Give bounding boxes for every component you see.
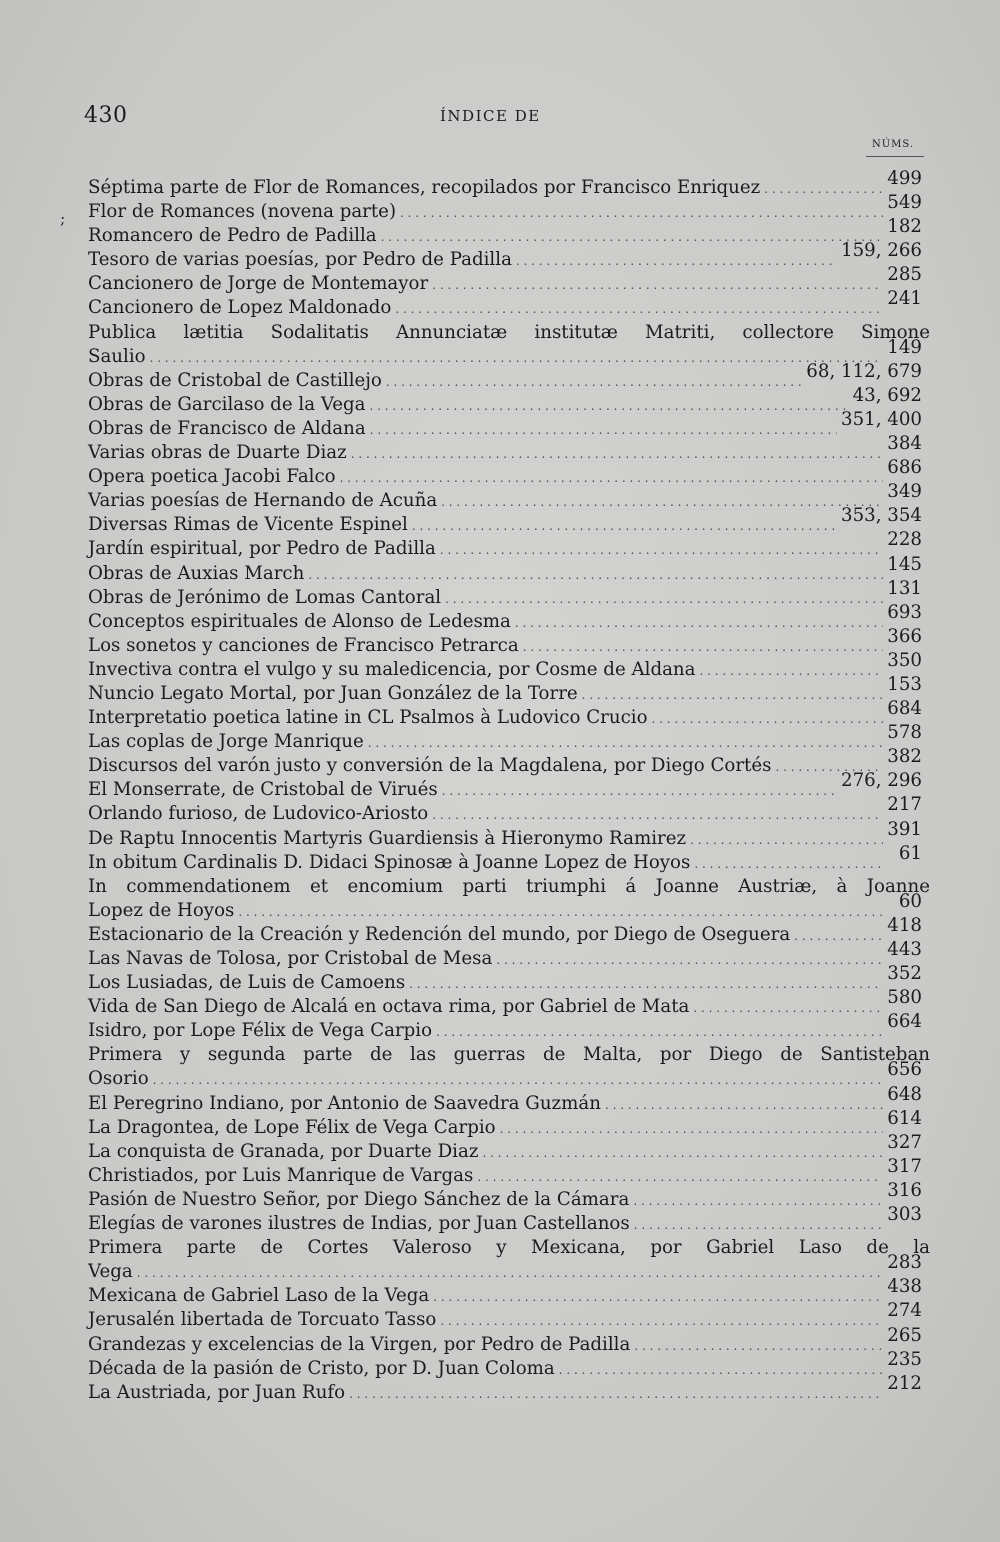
entry-number: 686 bbox=[887, 457, 922, 479]
dot-leader bbox=[764, 177, 883, 201]
entry-number: 349 bbox=[887, 481, 922, 503]
entry-title: Jardín espiritual, por Pedro de Padilla bbox=[88, 538, 436, 560]
entry-number: 265 bbox=[887, 1324, 922, 1346]
entry-title: Obras de Cristobal de Castillejo bbox=[88, 369, 382, 391]
entry-title: Los sonetos y canciones de Francisco Petrarca bbox=[88, 634, 519, 656]
index-entry bbox=[88, 818, 930, 851]
dot-leader bbox=[150, 346, 884, 370]
entry-title: Varias poesías de Hernando de Acuña bbox=[88, 490, 438, 512]
entry-title: Osorio bbox=[88, 1068, 149, 1090]
entry-title: Interpretatio poetica latine in CL Psalmos à Ludovico Crucio bbox=[88, 707, 648, 729]
entry-number: 350 bbox=[887, 649, 922, 671]
dot-leader bbox=[515, 611, 883, 635]
dot-leader bbox=[433, 1285, 883, 1309]
entry-title: Vega bbox=[88, 1261, 133, 1283]
dot-leader bbox=[440, 538, 883, 562]
entry-number: 648 bbox=[887, 1083, 922, 1105]
dot-leader bbox=[395, 297, 883, 321]
entry-title: Tesoro de varias poesías, por Pedro de Padilla bbox=[88, 249, 512, 271]
numbers-column-label: NÚMS. bbox=[872, 139, 915, 150]
dot-leader bbox=[477, 1165, 883, 1189]
index-entry bbox=[88, 1236, 930, 1260]
index-entry bbox=[88, 433, 930, 465]
dot-leader bbox=[634, 1213, 884, 1237]
dot-leader bbox=[436, 1020, 883, 1044]
entry-number: 443 bbox=[887, 939, 922, 960]
dot-leader bbox=[605, 1093, 883, 1117]
index-entry bbox=[88, 481, 930, 513]
page-number: 430 bbox=[84, 103, 128, 128]
index-entry bbox=[88, 1204, 930, 1236]
entry-title: El Monserrate, de Cristobal de Virués bbox=[88, 779, 438, 801]
dot-leader bbox=[432, 803, 883, 827]
entry-title: Los Lusiadas, de Luis de Camoens bbox=[88, 972, 406, 994]
entry-title: Pasión de Nuestro Señor, por Diego Sánchez de la Cámara bbox=[88, 1188, 630, 1210]
dot-leader bbox=[482, 1141, 883, 1165]
entry-title: Obras de Jerónimo de Lomas Cantoral bbox=[88, 586, 442, 608]
entry-number: 182 bbox=[887, 216, 922, 238]
index-entry bbox=[88, 384, 930, 417]
index-entry bbox=[88, 321, 930, 345]
dot-leader bbox=[238, 900, 884, 924]
dot-leader bbox=[412, 514, 837, 538]
entry-number: 274 bbox=[887, 1300, 922, 1322]
entry-number: 366 bbox=[887, 625, 922, 647]
dot-leader bbox=[445, 587, 883, 611]
entry-number: 145 bbox=[887, 553, 922, 575]
entry-number: 317 bbox=[887, 1155, 922, 1177]
dot-leader bbox=[500, 1117, 884, 1141]
dot-leader bbox=[582, 683, 884, 707]
entry-title: Isidro, por Lope Félix de Vega Carpio bbox=[88, 1020, 433, 1042]
entry-title: Saulio bbox=[88, 345, 146, 367]
dot-leader bbox=[516, 249, 837, 273]
index-entry bbox=[88, 722, 930, 754]
index-entry bbox=[88, 216, 930, 248]
index-entry bbox=[88, 1324, 930, 1357]
dot-leader bbox=[409, 972, 883, 996]
dot-leader bbox=[137, 1261, 884, 1285]
index-entry bbox=[88, 649, 930, 682]
entry-number: 549 bbox=[887, 192, 922, 214]
running-head: ÍNDICE DE bbox=[440, 107, 541, 125]
entry-title: Romancero de Pedro de Padilla bbox=[88, 225, 377, 247]
index-entry bbox=[88, 794, 930, 826]
index-entry bbox=[88, 336, 930, 369]
entry-title: Christiados, por Luis Manrique de Vargas bbox=[88, 1164, 474, 1186]
entry-title: Primera y segunda parte de las guerras de Malta, por Diego de Santisteban bbox=[88, 1044, 930, 1066]
entry-number: 693 bbox=[887, 601, 922, 623]
index-entry bbox=[88, 240, 930, 272]
entry-title: Orlando furioso, de Ludovico-Ariosto bbox=[88, 803, 429, 825]
entry-title: Cancionero de Jorge de Montemayor bbox=[88, 273, 429, 295]
entry-number: 149 bbox=[887, 336, 922, 358]
entry-title: Publica lætitia Sodalitatis Annunciatæ institutæ Matriti, collectore Simone bbox=[88, 321, 930, 343]
entry-number: 499 bbox=[887, 168, 922, 189]
entry-number: 384 bbox=[887, 433, 922, 455]
entry-number: 283 bbox=[887, 1252, 922, 1274]
dot-leader bbox=[693, 996, 883, 1020]
index-entry bbox=[88, 1043, 930, 1067]
index-entry bbox=[88, 746, 930, 778]
entry-number: 285 bbox=[887, 264, 922, 286]
index-entry bbox=[88, 1372, 930, 1405]
entry-number: 351, 400 bbox=[841, 408, 922, 430]
entry-title: Obras de Auxias March bbox=[88, 562, 305, 584]
entry-title: Opera poetica Jacobi Falco bbox=[88, 466, 336, 488]
index-entry bbox=[88, 360, 930, 393]
dot-leader bbox=[700, 659, 884, 683]
entry-title: Nuncio Legato Mortal, por Juan González de la Torre bbox=[88, 682, 578, 704]
index-entry bbox=[88, 673, 930, 706]
entry-number: 664 bbox=[887, 1011, 922, 1033]
index-entry bbox=[88, 770, 930, 802]
dot-leader bbox=[633, 1189, 883, 1213]
index-entry bbox=[88, 1083, 930, 1116]
entry-title: Obras de Francisco de Aldana bbox=[88, 417, 366, 439]
entry-number: 327 bbox=[887, 1131, 922, 1153]
entry-number: 382 bbox=[887, 746, 922, 768]
entry-number: 131 bbox=[887, 577, 922, 599]
index-entry bbox=[88, 1252, 930, 1284]
entry-number: 352 bbox=[887, 963, 922, 985]
index-entry bbox=[88, 1107, 930, 1140]
index-entry bbox=[88, 698, 930, 730]
entry-number: 418 bbox=[887, 914, 922, 936]
entry-number: 60 bbox=[898, 890, 922, 912]
entry-number: 153 bbox=[887, 673, 922, 695]
index-entry bbox=[88, 505, 930, 537]
index-entry bbox=[88, 875, 930, 899]
index-entry bbox=[88, 1348, 930, 1381]
index-entry bbox=[88, 1131, 930, 1164]
dot-leader bbox=[432, 273, 883, 297]
entry-title: Elegías de varones ilustres de Indias, por Juan Castellanos bbox=[88, 1213, 630, 1235]
entry-number: 276, 296 bbox=[841, 770, 922, 792]
dot-leader bbox=[340, 466, 884, 490]
index-entry bbox=[88, 987, 930, 1019]
entry-title: Diversas Rimas de Vicente Espinel bbox=[88, 514, 408, 536]
dot-leader bbox=[442, 779, 837, 803]
dot-leader bbox=[634, 1334, 883, 1358]
entry-title: Conceptos espirituales de Alonso de Ledesma bbox=[88, 610, 511, 632]
dot-leader bbox=[523, 635, 884, 659]
dot-leader bbox=[694, 852, 884, 876]
entry-title: Estacionario de la Creación y Redención del mundo, por Diego de Oseguera bbox=[88, 923, 791, 945]
index-entry bbox=[88, 529, 930, 561]
index-entry bbox=[88, 577, 930, 610]
index-entry bbox=[88, 288, 930, 320]
index-entries bbox=[88, 168, 930, 1405]
entry-title: Lopez de Hoyos bbox=[88, 899, 235, 921]
entry-title: La conquista de Granada, por Duarte Diaz bbox=[88, 1140, 479, 1162]
index-entry bbox=[88, 890, 930, 923]
dot-leader bbox=[368, 731, 884, 755]
entry-title: Las coplas de Jorge Manrique bbox=[88, 731, 364, 753]
index-entry bbox=[88, 264, 930, 296]
entry-title: Mexicana de Gabriel Laso de la Vega bbox=[88, 1285, 430, 1307]
entry-number: 61 bbox=[898, 842, 922, 864]
index-entry bbox=[88, 1276, 930, 1308]
dot-leader bbox=[386, 370, 802, 394]
index-entry bbox=[88, 553, 930, 586]
entry-number: 578 bbox=[887, 722, 922, 744]
entry-number: 212 bbox=[887, 1372, 922, 1394]
index-entry bbox=[88, 168, 930, 200]
entry-number: 235 bbox=[887, 1348, 922, 1370]
column-rule bbox=[866, 156, 924, 157]
dot-leader bbox=[370, 394, 849, 418]
entry-number: 68, 112, 679 bbox=[806, 360, 922, 382]
index-entry bbox=[88, 457, 930, 489]
entry-number: 241 bbox=[887, 288, 922, 310]
index-entry bbox=[88, 963, 930, 995]
entry-number: 656 bbox=[887, 1059, 922, 1081]
entry-title: Década de la pasión de Cristo, por D. Juan Coloma bbox=[88, 1357, 555, 1379]
index-entry bbox=[88, 1179, 930, 1212]
index-entry bbox=[88, 1155, 930, 1188]
dot-leader bbox=[349, 1382, 883, 1406]
entry-title: Jerusalén libertada de Torcuato Tasso bbox=[88, 1309, 437, 1331]
entry-title: Varias obras de Duarte Diaz bbox=[88, 442, 347, 464]
entry-title: Grandezas y excelencias de la Virgen, por Pedro de Padilla bbox=[88, 1333, 631, 1355]
index-entry bbox=[88, 601, 930, 634]
entry-title: La Dragontea, de Lope Félix de Vega Carpio bbox=[88, 1116, 496, 1138]
entry-number: 316 bbox=[887, 1179, 922, 1201]
entry-number: 580 bbox=[887, 987, 922, 1009]
entry-number: 391 bbox=[887, 818, 922, 840]
entry-title: In obitum Cardinalis D. Didaci Spinosæ à Joanne Lopez de Hoyos bbox=[88, 851, 691, 873]
dot-leader bbox=[351, 442, 884, 466]
entry-title: Séptima parte de Flor de Romances, recopilados por Francisco Enriquez bbox=[88, 177, 761, 198]
entry-number: 159, 266 bbox=[841, 240, 922, 262]
dot-leader bbox=[496, 948, 883, 972]
index-entry bbox=[88, 914, 930, 947]
entry-number: 438 bbox=[887, 1276, 922, 1298]
entry-title: Cancionero de Lopez Maldonado bbox=[88, 297, 392, 319]
dot-leader bbox=[381, 225, 884, 249]
entry-title: La Austriada, por Juan Rufo bbox=[88, 1381, 346, 1403]
entry-title: In commendationem et encomium parti triumphi á Joanne Austriæ, à Joanne bbox=[88, 875, 930, 897]
entry-number: 614 bbox=[887, 1107, 922, 1129]
dot-leader bbox=[652, 707, 884, 731]
index-entry bbox=[88, 1059, 930, 1091]
entry-number: 684 bbox=[887, 698, 922, 720]
entry-title: Primera parte de Cortes Valeroso y Mexicana, por Gabriel Laso de la bbox=[88, 1237, 930, 1259]
entry-number: 353, 354 bbox=[841, 505, 922, 527]
entry-title: Discursos del varón justo y conversión de la Magdalena, por Diego Cortés bbox=[88, 755, 772, 777]
index-entry bbox=[88, 1011, 930, 1043]
dot-leader bbox=[441, 490, 883, 514]
entry-title: Vida de San Diego de Alcalá en octava rima, por Gabriel de Mata bbox=[88, 996, 690, 1018]
entry-title: Las Navas de Tolosa, por Cristobal de Mesa bbox=[88, 948, 493, 969]
dot-leader bbox=[440, 1309, 883, 1333]
dot-leader bbox=[370, 418, 837, 442]
entry-title: Flor de Romances (novena parte) bbox=[88, 201, 397, 223]
dot-leader bbox=[400, 201, 883, 225]
entry-number: 217 bbox=[887, 794, 922, 816]
entry-number: 43, 692 bbox=[852, 384, 922, 406]
margin-mark: ; bbox=[60, 209, 66, 228]
dot-leader bbox=[559, 1358, 884, 1382]
entry-title: El Peregrino Indiano, por Antonio de Saavedra Guzmán bbox=[88, 1092, 601, 1114]
entry-number: 228 bbox=[887, 529, 922, 551]
dot-leader bbox=[794, 924, 883, 948]
index-entry bbox=[88, 842, 930, 875]
entry-title: Invectiva contra el vulgo y su maledicencia, por Cosme de Aldana bbox=[88, 658, 696, 680]
dot-leader bbox=[153, 1068, 884, 1092]
index-entry bbox=[88, 408, 930, 441]
index-entry bbox=[88, 1300, 930, 1332]
dot-leader bbox=[308, 563, 883, 587]
entry-title: Obras de Garcilaso de la Vega bbox=[88, 393, 366, 415]
index-entry bbox=[88, 625, 930, 658]
dot-leader bbox=[690, 828, 883, 852]
entry-title: De Raptu Innocentis Martyris Guardiensis à Hieronymo Ramirez bbox=[88, 827, 687, 849]
entry-number: 303 bbox=[887, 1204, 922, 1226]
index-entry bbox=[88, 192, 930, 224]
index-entry bbox=[88, 939, 930, 971]
